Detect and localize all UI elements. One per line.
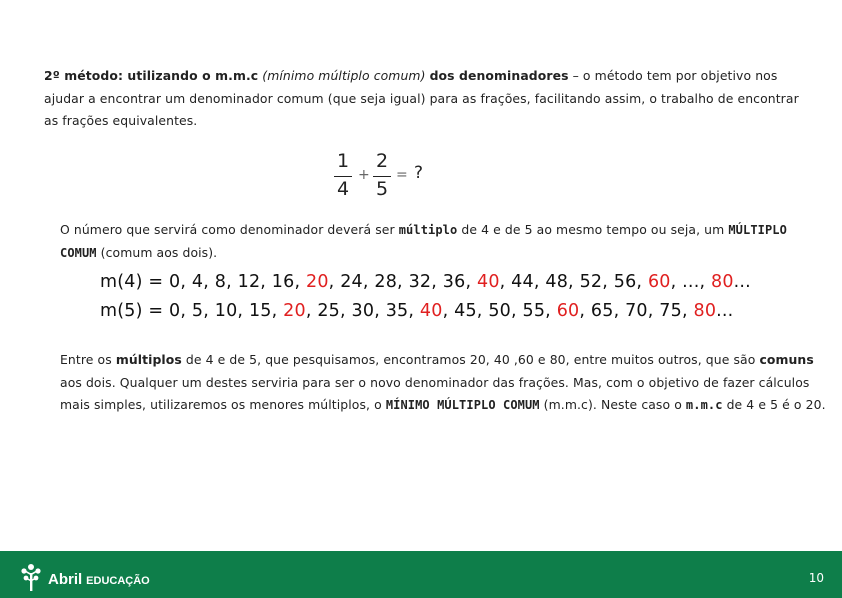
emphasis-multiple: múltiplo: [398, 223, 458, 237]
multiples-seq: , 45, 50, 55,: [442, 301, 557, 321]
multiples-seq: 0, 4, 8, 12, 16,: [169, 272, 306, 292]
mmc-definition: (mínimo múltiplo comum): [262, 68, 426, 83]
brand-name: Abril: [48, 571, 83, 588]
multiples-seq: ...: [716, 301, 734, 321]
method-heading: 2º método: utilizando o m.m.c: [44, 68, 259, 83]
text-segment: O número que servirá como denominador deverá ser: [60, 222, 399, 237]
text-segment: de 4 e 5 é o 20.: [722, 397, 826, 412]
multiples-of-4: [100, 272, 751, 292]
common-multiple-highlight: 20: [306, 272, 329, 292]
denominator: 4: [336, 178, 350, 200]
paragraph-least-common-multiple: [44, 349, 830, 417]
equals-sign: =: [396, 167, 408, 183]
paragraph-method-intro: [44, 65, 814, 133]
emphasis-common-multiple: MÚLTIPLO COMUM: [60, 223, 787, 260]
plus-sign: +: [358, 167, 370, 183]
multiples-seq: , ...,: [670, 272, 711, 292]
emphasis-multiples: múltiplos: [115, 352, 182, 367]
multiples-seq: 0, 5, 10, 15,: [169, 301, 284, 321]
text-segment: de 4 e de 5, que pesquisamos, encontramos 20, 40 ,60 e 80, entre muitos outros, que são: [181, 352, 760, 367]
denominators-label: dos denominadores: [429, 68, 569, 83]
text-segment: aos dois. Qualquer um destes serviria para ser o novo denominador das frações. Mas, com o objetivo de fazer cálculos mais simples, utilizaremos os menores múltiplos, o: [60, 374, 810, 412]
tree-icon: [20, 563, 42, 591]
common-multiple-highlight: 60: [647, 272, 671, 292]
denominator: 5: [375, 178, 389, 200]
text-segment: (m.m.c). Neste caso o: [539, 397, 686, 412]
multiples-seq: , 65, 70, 75,: [579, 301, 694, 321]
multiples-seq: ...: [733, 272, 751, 292]
paragraph-common-multiple: [44, 219, 830, 264]
page-number: 10: [808, 571, 824, 585]
abril-educacao-logo: [20, 561, 150, 591]
intro-text: – o método tem por objetivo nos ajudar a encontrar um denominador comum (que seja igual) para as frações, facilitando assim, o trabalho de encontrar as frações equivalentes.: [44, 68, 799, 128]
emphasis-common: comuns: [759, 352, 814, 367]
multiples-seq: , 24, 28, 32, 36,: [328, 272, 477, 292]
common-multiple-highlight: 40: [419, 301, 443, 321]
common-multiple-highlight: 80: [710, 272, 734, 292]
multiples-of-5: [100, 301, 733, 321]
emphasis-mmc: m.m.c: [685, 398, 723, 412]
footer-bar: [0, 551, 842, 598]
text-segment: (comum aos dois).: [96, 244, 218, 260]
multiples-seq: , 44, 48, 52, 56,: [499, 272, 648, 292]
common-multiple-highlight: 20: [283, 301, 306, 321]
common-multiple-highlight: 40: [476, 272, 500, 292]
numerator: 2: [375, 150, 389, 172]
multiples-label: m(4) =: [100, 272, 170, 292]
common-multiple-highlight: 60: [556, 301, 580, 321]
emphasis-lcm: MÍNIMO MÚLTIPLO COMUM: [385, 398, 540, 412]
multiples-seq: , 25, 30, 35,: [305, 301, 420, 321]
multiples-label: m(5) =: [100, 301, 170, 321]
question-mark: ?: [414, 163, 424, 183]
text-segment: Entre os: [60, 352, 116, 367]
brand-subtitle: EDUCAÇÃO: [86, 575, 150, 587]
numerator: 1: [336, 150, 350, 172]
text-segment: de 4 e de 5 ao mesmo tempo ou seja, um: [457, 222, 729, 237]
common-multiple-highlight: 80: [693, 301, 717, 321]
